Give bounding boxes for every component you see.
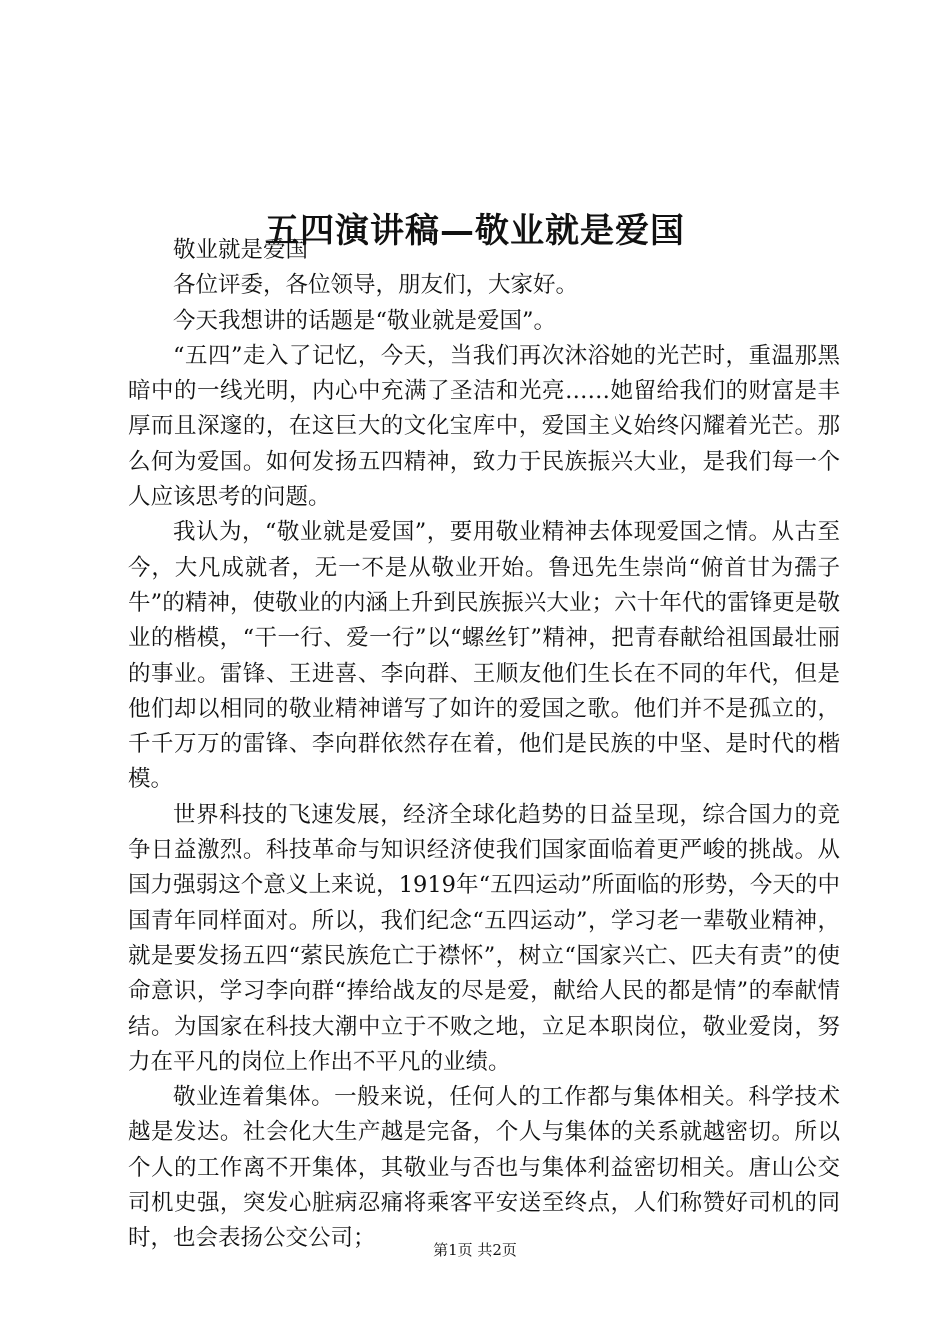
paragraph: “五四”走入了记忆，今天，当我们再次沐浴她的光芒时，重温那黑暗中的一线光明，内心中充满了圣洁和光亮……她留给我们的财富是丰厚而且深邃的，在这巨大的文化宝库中，爱国主义始终闪耀着光芒。那么何为爱国。如何发扬五四精神，致力于民族振兴大业，是我们每一个人应该思考的问题。 bbox=[128, 342, 840, 511]
document-title: 五四演讲稿—敬业就是爱国 bbox=[265, 210, 685, 251]
paragraph: 我认为，“敬业就是爱国”，要用敬业精神去体现爱国之情。从古至今，大凡成就者，无一不是从敬业开始。鲁迅先生崇尚“俯首甘为孺子牛”的精神，使敬业的内涵上升到民族振兴大业；六十年代的雷锋更是敬业的楷模，“干一行、爱一行”以“螺丝钉”精神，把青春献给祖国最壮丽的事业。雷锋、王进喜、李向群、王顺友他们生长在不同的年代，但是他们却以相同的敬业精神谱写了如许的爱国之歌。他们并不是孤立的，千千万万的雷锋、李向群依然存在着，他们是民族的中坚、是时代的楷模。 bbox=[128, 519, 840, 793]
page-footer: 第1页 共2页 bbox=[433, 1241, 517, 1259]
document-body bbox=[128, 233, 840, 1257]
paragraph: 各位评委，各位领导，朋友们，大家好。 bbox=[173, 272, 579, 299]
paragraph: 世界科技的飞速发展，经济全球化趋势的日益呈现，综合国力的竞争日益激烈。科技革命与知识经济使我们国家面临着更严峻的挑战。从国力强弱这个意义上来说，1919年“五四运动”所面临的形势，今天的中国青年同样面对。所以，我们纪念“五四运动”，学习老一辈敬业精神，就是要发扬五四“萦民族危亡于襟怀”，树立“国家兴亡、匹夫有责”的使命意识，学习李向群“捧给战友的尽是爱，献给人民的都是情”的奉献情结。为国家在科技大潮中立于不败之地，立足本职岗位，敬业爱岗，努力在平凡的岗位上作出不平凡的业绩。 bbox=[128, 801, 840, 1075]
paragraph: 敬业就是爱国 bbox=[173, 237, 309, 263]
paragraph: 敬业连着集体。一般来说，任何人的工作都与集体相关。科学技术越是发达。社会化大生产越是完备，个人与集体的关系就越密切。所以个人的工作离不开集体，其敬业与否也与集体利益密切相关。唐山公交司机史强，突发心脏病忍痛将乘客平安送至终点，人们称赞好司机的同时，也会表扬公交公司； bbox=[128, 1084, 840, 1252]
paragraph: 今天我想讲的话题是“敬业就是爱国”。 bbox=[173, 307, 557, 334]
